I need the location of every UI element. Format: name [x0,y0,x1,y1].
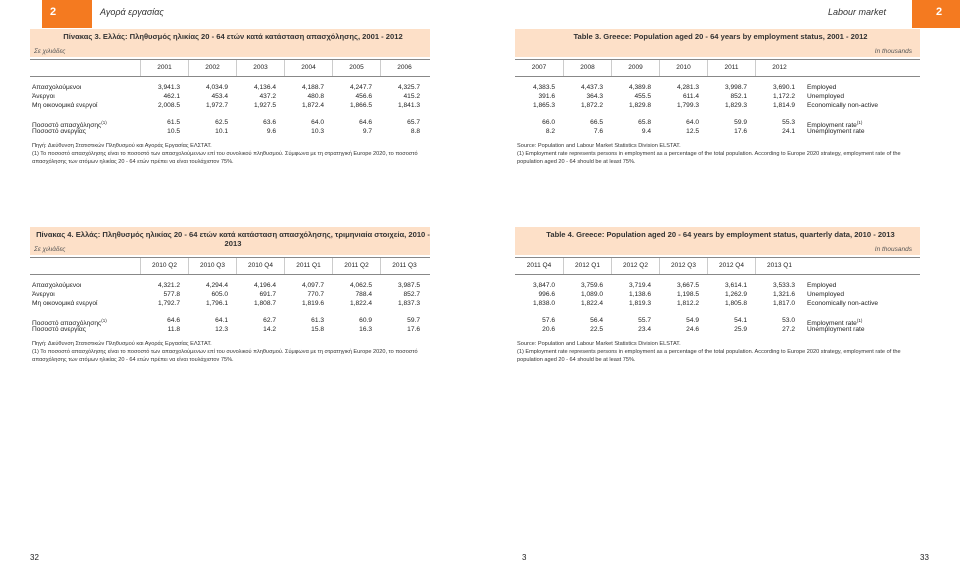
table-4-en [515,227,920,364]
running-header: Labour market [828,7,887,17]
table-cell: 9.4 [641,128,651,135]
footnote-marker: (1) [856,120,863,125]
right-page [480,0,960,567]
table-cell: 9.7 [362,128,372,135]
table-row [30,92,430,101]
table-title-bar [515,227,920,255]
table-cell: 61.5 [167,119,180,126]
table-3-en [515,29,920,166]
table-cell: 4,062.5 [350,282,372,289]
row-label-text: Unemployed [807,93,845,100]
column-header: 2002 [188,60,236,76]
table-cell: 3,941.3 [158,84,180,91]
table-row [30,316,430,328]
row-label [803,290,918,299]
column-header: 2010 Q3 [188,258,236,274]
table-cell: 364.3 [586,93,603,100]
table-cell: 12.5 [686,128,699,135]
table-cell: 1,829.8 [629,102,651,109]
table-cell: 66.0 [542,119,555,126]
table-cell: 59.9 [734,119,747,126]
row-label-text: Άνεργοι [32,291,55,298]
table-cell: 8.8 [410,128,420,135]
row-label [803,118,918,130]
table-cell: 691.7 [259,291,276,298]
table-cell: 64.1 [215,317,228,324]
column-header: 2010 Q4 [236,258,284,274]
table-cell: 10.5 [167,128,180,135]
table-cell: 4,325.7 [398,84,420,91]
table-cell: 3,847.0 [533,282,555,289]
table-footnote: (1) Employment rate represents persons in employment as a percentage of the total population. According to Europe 2020 strategy, employment rate of the population aged 20 - 64 should be at least 75%. [517,349,901,363]
table-row [30,83,430,92]
row-label [30,92,140,101]
table-cell: 63.6 [263,119,276,126]
table-cell: 4,247.7 [350,84,372,91]
column-header-row [30,59,430,77]
table-unit: In thousands [874,48,912,55]
row-label [803,92,918,101]
table-cell: 4,389.8 [629,84,651,91]
row-label [30,299,140,308]
table-source: Πηγή: Διεύθυνση Στατιστικών Πληθυσμού και Αγοράς Εργασίας ΕΛΣΤΑΤ. [32,341,212,347]
table-cell: 56.4 [590,317,603,324]
table-cell: 55.3 [782,119,795,126]
row-label [30,118,140,130]
table-title-bar [30,227,430,255]
table-row [515,127,920,136]
table-cell: 59.7 [407,317,420,324]
table-cell: 7.6 [593,128,603,135]
table-cell: 15.8 [311,326,324,333]
table-cell: 1,262.9 [725,291,747,298]
column-header: 2011 Q4 [526,262,552,269]
table-row [515,316,920,328]
table-cell: 391.6 [538,93,555,100]
row-label [30,316,140,328]
table-cell: 17.6 [734,128,747,135]
table-cell: 23.4 [638,326,651,333]
table-cell: 4,188.7 [302,84,324,91]
table-cell: 437.2 [259,93,276,100]
table-cell: 605.0 [211,291,228,298]
row-label-text: Ποσοστό ανεργίας [32,128,86,135]
table-cell: 996.6 [538,291,555,298]
column-header: 2012 [755,60,803,76]
table-row [30,127,430,136]
table-cell: 453.4 [211,93,228,100]
row-label-text: Μη οικονομικά ενεργοί [32,300,98,307]
table-cell: 4,321.2 [158,282,180,289]
page-number: 33 [920,553,929,562]
table-cell: 12.3 [215,326,228,333]
table-row [515,118,920,130]
table-source: Πηγή: Διεύθυνση Στατιστικών Πληθυσμού και Αγοράς Εργασίας ΕΛΣΤΑΤ. [32,143,212,149]
table-footnote: (1) Employment rate represents persons in employment as a percentage of the total population. According to Europe 2020 strategy, employment rate of the population aged 20 - 64 should be at least 75%. [517,151,901,165]
table-row [515,325,920,334]
table-cell: 10.1 [215,128,228,135]
row-label-text: Ποσοστό απασχόλησης [32,122,102,130]
column-header: 2013 Q1 [755,258,803,274]
table-cell: 1,172.2 [773,93,795,100]
table-cell: 4,383.5 [533,84,555,91]
table-cell: 54.1 [734,317,747,324]
row-label [30,127,140,136]
chapter-badge: 2 [42,0,92,28]
table-cell: 17.6 [407,326,420,333]
row-label [803,127,918,136]
table-cell: 1,841.3 [398,102,420,109]
column-header: 2011 Q1 [284,258,332,274]
table-cell: 577.8 [163,291,180,298]
table-row [30,281,430,290]
table-cell: 611.4 [682,93,699,100]
table-footnote: (1) Το ποσοστό απασχόλησης είναι το ποσοστό των απασχολούμενων επί του συνολικού πληθυσμού. Σύμφωνα με τη στρατηγική Europe 2020, το ποσοστό απασχόλησης των ατόμων ηλικίας 20 - 64 ετών πρέπει να είναι τουλάχιστον 75%. [32,349,418,363]
table-row [515,101,920,110]
table-title: Table 4. Greece: Population aged 20 - 64 years by employment status, quarterly data, 2010 - 2013 [546,230,895,239]
table-row [515,281,920,290]
column-header: 2010 [659,60,707,76]
table-cell: 4,196.4 [254,282,276,289]
table-cell: 11.8 [167,326,180,333]
row-gap [515,110,920,118]
table-cell: 1,822.4 [581,300,603,307]
table-4-gr [30,227,430,364]
row-label-text: Απασχολούμενοι [32,282,82,289]
table-source: Source: Population and Labour Market Statistics Division ELSTAT. [517,341,681,347]
table-title: Πίνακας 3. Ελλάς: Πληθυσμός ηλικίας 20 - 64 ετών κατά κατάσταση απασχόλησης, 2001 - 2012 [63,32,403,41]
table-cell: 1,838.0 [533,300,555,307]
table-cell: 1,865.3 [533,102,555,109]
row-label [803,281,918,290]
column-header: 2011 Q2 [332,258,380,274]
table-cell: 64.6 [359,119,372,126]
row-label-text: Employed [807,282,837,289]
table-cell: 4,437.3 [581,84,603,91]
table-row [30,325,430,334]
row-gap [30,308,430,316]
row-label-text: Employment rate [807,320,857,328]
center-page-number: 3 [522,553,527,562]
row-label [803,101,918,110]
table-cell: 8.2 [545,128,555,135]
table-cell: 4,034.9 [206,84,228,91]
table-cell: 57.6 [542,317,555,324]
row-label-text: Unemployment rate [807,128,865,135]
table-cell: 1,805.8 [725,300,747,307]
table-cell: 1,872.2 [581,102,603,109]
table-cell: 462.1 [163,93,180,100]
table-row [30,101,430,110]
table-cell: 64.6 [167,317,180,324]
row-gap [30,110,430,118]
table-cell: 10.3 [311,128,324,135]
table-row [515,83,920,92]
table-cell: 1,817.0 [773,300,795,307]
row-gap [515,308,920,316]
table-cell: 1,799.3 [677,102,699,109]
table-cell: 456.6 [355,93,372,100]
footnote-marker: (1) [856,318,863,323]
table-cell: 1,872.4 [302,102,324,109]
header-spacer [803,60,918,76]
row-label-text: Άνεργοι [32,93,55,100]
footnote-marker: (1) [101,120,107,125]
table-cell: 4,281.3 [677,84,699,91]
table-unit: Σε χιλιάδες [34,48,66,55]
column-header: 2012 Q1 [563,258,611,274]
row-label [30,290,140,299]
table-cell: 4,136.4 [254,84,276,91]
table-cell: 62.5 [215,119,228,126]
table-row [30,299,430,308]
table-row [515,290,920,299]
table-cell: 1,808.7 [254,300,276,307]
row-label-text: Employed [807,84,837,91]
table-source: Source: Population and Labour Market Statistics Division ELSTAT. [517,143,681,149]
table-cell: 14.2 [263,326,276,333]
column-header: 2005 [332,60,380,76]
table-cell: 1,796.1 [206,300,228,307]
row-label [803,316,918,328]
table-cell: 54.9 [686,317,699,324]
page-number: 32 [30,553,39,562]
footnote-marker: (1) [101,318,107,323]
table-cell: 66.5 [590,119,603,126]
row-label [30,101,140,110]
row-label [803,325,918,334]
column-header-row [515,59,920,77]
table-cell: 22.5 [590,326,603,333]
table-footnote: (1) Το ποσοστό απασχόλησης είναι το ποσοστό των απασχολούμενων επί του συνολικού πληθυσμού. Σύμφωνα με τη στρατηγική Europe 2020, το ποσοστό απασχόλησης των ατόμων ηλικίας 20 - 64 ετών πρέπει να είναι τουλάχιστον 75%. [32,151,418,165]
table-cell: 3,998.7 [725,84,747,91]
table-cell: 1,972.7 [206,102,228,109]
column-header: 2012 Q3 [659,258,707,274]
row-label-text: Unemployment rate [807,326,865,333]
table-cell: 2,008.5 [158,102,180,109]
table-cell: 770.7 [307,291,324,298]
table-cell: 25.9 [734,326,747,333]
column-header-row [30,257,430,275]
table-cell: 3,690.1 [773,84,795,91]
row-label-text: Ποσοστό απασχόλησης [32,320,102,328]
table-unit: In thousands [874,246,912,253]
table-cell: 9.6 [266,128,276,135]
table-cell: 3,987.5 [398,282,420,289]
table-cell: 3,533.3 [773,282,795,289]
table-row [515,299,920,308]
table-cell: 788.4 [355,291,372,298]
table-cell: 16.3 [359,326,372,333]
table-unit: Σε χιλιάδες [34,246,66,253]
table-cell: 53.0 [782,317,795,324]
table-cell: 64.0 [311,119,324,126]
table-cell: 3,719.4 [629,282,651,289]
table-cell: 415.2 [403,93,420,100]
table-cell: 852.7 [403,291,420,298]
table-cell: 455.5 [634,93,651,100]
row-label-text: Μη οικονομικά ενεργοί [32,102,98,109]
row-label [803,83,918,92]
column-header: 2009 [611,60,659,76]
table-title: Table 3. Greece: Population aged 20 - 64 years by employment status, 2001 - 2012 [573,32,868,41]
column-header: 2006 [380,60,428,76]
table-cell: 1,812.2 [677,300,699,307]
table-cell: 1,829.3 [725,102,747,109]
table-cell: 1,819.3 [629,300,651,307]
table-cell: 4,294.4 [206,282,228,289]
column-header: 2003 [236,60,284,76]
row-label-text: Employment rate [807,122,857,130]
table-title-bar [30,29,430,57]
table-cell: 61.3 [311,317,324,324]
row-label-text: Economically non-active [807,300,879,307]
column-header: 2012 Q2 [611,258,659,274]
row-label [30,281,140,290]
row-label-text: Unemployed [807,291,845,298]
column-header: 2007 [531,64,547,71]
row-label [803,299,918,308]
table-cell: 27.2 [782,326,795,333]
row-label-text: Απασχολούμενοι [32,84,82,91]
table-cell: 60.9 [359,317,372,324]
table-cell: 3,614.1 [725,282,747,289]
table-cell: 1,927.5 [254,102,276,109]
table-cell: 24.6 [686,326,699,333]
table-cell: 1,321.6 [773,291,795,298]
row-label-text: Economically non-active [807,102,879,109]
running-header: Αγορά εργασίας [100,7,164,17]
table-cell: 3,759.6 [581,282,603,289]
table-title-bar [515,29,920,57]
row-label-text: Ποσοστό ανεργίας [32,326,86,333]
column-header: 2012 Q4 [707,258,755,274]
table-row [30,290,430,299]
table-cell: 20.6 [542,326,555,333]
header-spacer [30,60,140,76]
table-cell: 65.8 [638,119,651,126]
row-label [30,325,140,334]
table-cell: 62.7 [263,317,276,324]
table-3-gr [30,29,430,166]
table-cell: 1,866.5 [350,102,372,109]
table-cell: 1,792.7 [158,300,180,307]
column-header: 2011 [707,60,755,76]
column-header: 2008 [563,60,611,76]
chapter-badge: 2 [912,0,960,28]
table-cell: 1,138.6 [629,291,651,298]
table-title: Πίνακας 4. Ελλάς: Πληθυσμός ηλικίας 20 - 64 ετών κατά κατάσταση απασχόλησης, τριμηνιαία στοιχεία, 2010 - 2013 [36,230,430,248]
table-cell: 55.7 [638,317,651,324]
column-header: 2010 Q2 [140,258,188,274]
table-cell: 480.8 [307,93,324,100]
row-label [30,83,140,92]
table-cell: 65.7 [407,119,420,126]
table-cell: 1,198.5 [677,291,699,298]
table-row [515,92,920,101]
table-row [30,118,430,130]
table-cell: 24.1 [782,128,795,135]
table-cell: 1,814.9 [773,102,795,109]
column-header: 2004 [284,60,332,76]
column-header: 2011 Q3 [380,258,428,274]
table-cell: 4,097.7 [302,282,324,289]
table-cell: 1,822.4 [350,300,372,307]
table-cell: 64.0 [686,119,699,126]
header-spacer [803,258,918,274]
column-header-row [515,257,920,275]
header-spacer [30,258,140,274]
table-cell: 1,837.3 [398,300,420,307]
column-header: 2001 [140,60,188,76]
table-cell: 1,089.0 [581,291,603,298]
table-cell: 3,667.5 [677,282,699,289]
table-cell: 852.1 [730,93,747,100]
table-cell: 1,819.6 [302,300,324,307]
